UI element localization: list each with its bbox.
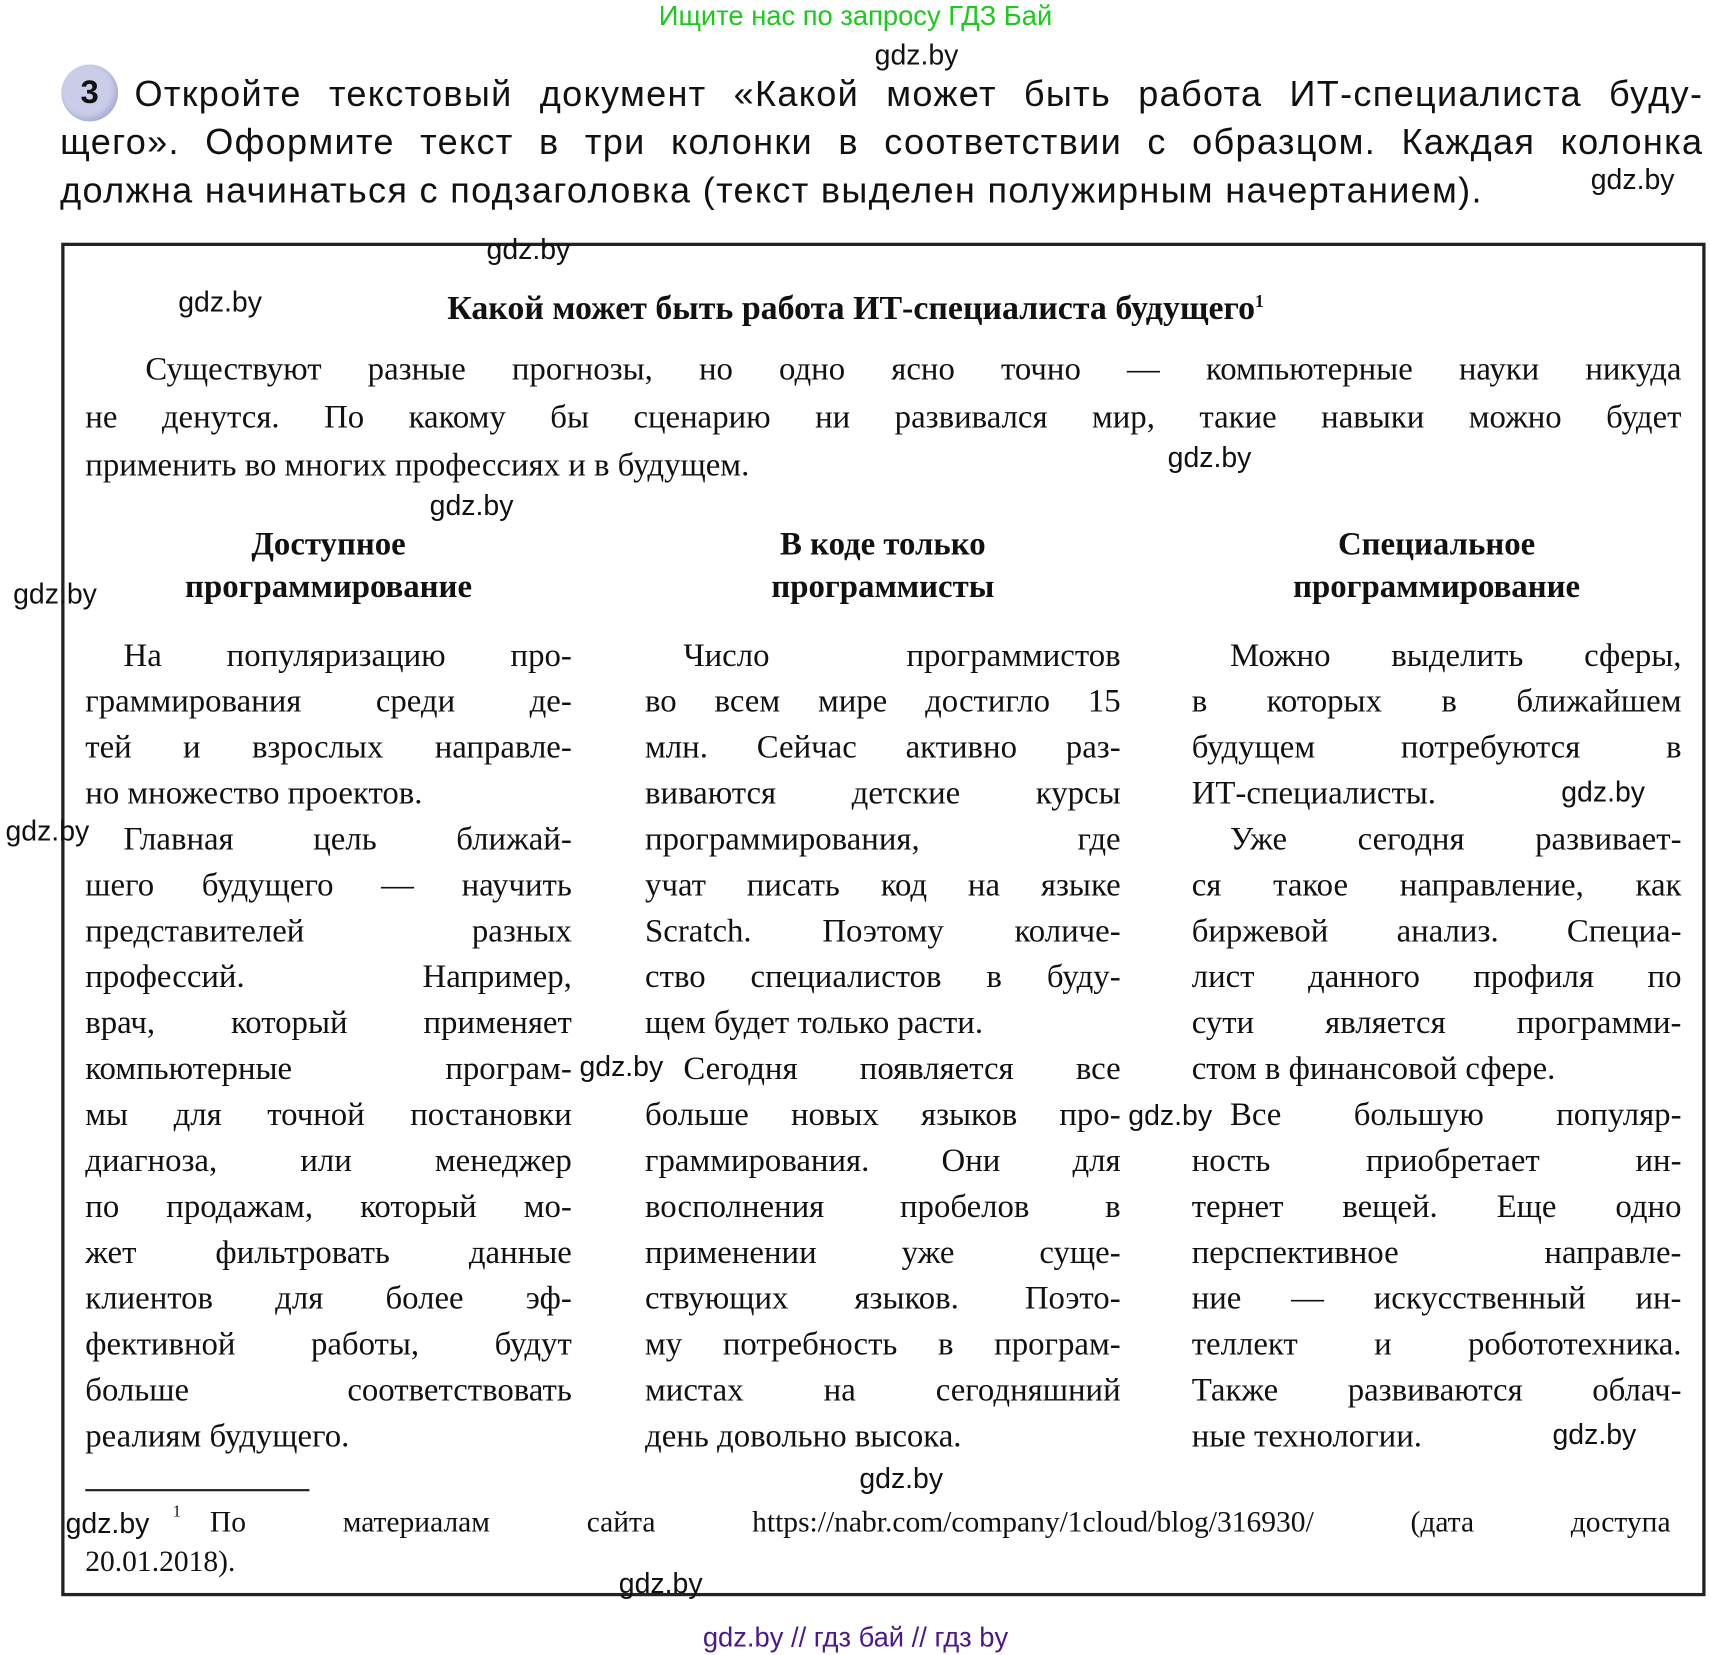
footnote-mark: 1 (172, 1503, 181, 1521)
text-line: больше соответствовать (85, 1372, 572, 1409)
text-line: профессий. Например, (85, 958, 572, 995)
intro-paragraph (85, 345, 1681, 489)
paragraph (85, 633, 572, 817)
watermark: gdz.by (1561, 775, 1645, 808)
document-title-text: Какой может быть работа ИТ-специалиста будущего (447, 288, 1256, 327)
text-line: млн. Сейчас активно раз- (645, 729, 1121, 766)
watermark: gdz.by (1552, 1418, 1637, 1451)
text-line: в которых в ближайшем (1191, 683, 1682, 720)
footnote-divider (85, 1489, 309, 1491)
column-3 (1192, 633, 1682, 1460)
text-line: жет фильтровать данные (85, 1234, 572, 1271)
text-line: во всем мире достигло 15 (645, 683, 1121, 720)
text-line: Можно выделить сферы, (1229, 637, 1682, 674)
column-heading (1192, 523, 1682, 608)
task-line: Откройте текстовый документ «Какой может быть работа ИТ-специалиста буду- (134, 73, 1704, 114)
column-heading-line: программисты (771, 568, 995, 605)
watermark: gdz.by (579, 1049, 664, 1083)
text-line: сути является программи- (1191, 1004, 1682, 1041)
text-line: ствующих языков. Поэто- (645, 1280, 1121, 1317)
text-line: виваются детские курсы (645, 775, 1121, 812)
text-line: Scratch. Поэтому количе- (645, 912, 1121, 949)
text-line: теллект и робототехника. (1191, 1326, 1682, 1363)
intro-line: не денутся. По какому бы сценарию ни развивался мир, такие навыки можно будет (85, 399, 1682, 436)
task-line: щего». Оформите текст в три колонки в соответствии с образцом. Каждая колонка (60, 121, 1704, 162)
paragraph (645, 1046, 1121, 1459)
text-line: диагноза, или менеджер (85, 1142, 572, 1179)
text-line: фективной работы, будут (85, 1326, 572, 1363)
text-line: представителей разных (85, 912, 572, 949)
watermark: gdz.by (1167, 440, 1252, 474)
text-line: день довольно высока. (645, 1418, 962, 1455)
text-line: биржевой анализ. Специа- (1191, 912, 1682, 949)
text-line: му потребность в програм- (645, 1326, 1121, 1363)
text-line: граммирования среди де- (85, 683, 572, 720)
intro-line: применить во многих профессиях и в будущем. (85, 447, 750, 484)
search-banner: Ищите нас по запросу ГДЗ Бай (658, 1, 1053, 32)
bottom-banner: gdz.by // гдз бай // гдз by (702, 1622, 1009, 1654)
watermark: gdz.by (429, 488, 514, 522)
text-line: ность приобретает ин- (1191, 1142, 1682, 1179)
text-line: ся такое направление, как (1191, 866, 1682, 904)
paragraph (645, 633, 1121, 1046)
column-heading-line: программирование (1293, 568, 1581, 605)
text-line: стом в финансовой сфере. (1191, 1050, 1556, 1087)
watermark: gdz.by (65, 1506, 150, 1540)
column-1 (85, 633, 572, 1460)
watermark: gdz.by (874, 38, 959, 72)
watermark: gdz.by (618, 1566, 703, 1600)
task-line: должна начинаться с подзаголовка (текст выделен полужирным начертанием). (60, 169, 1483, 210)
text-line: ние — искусственный ин- (1191, 1280, 1682, 1317)
text-line: шего будущего — научить (85, 866, 572, 904)
watermark: gdz.by (5, 814, 90, 848)
text-line: будущем потребуются в (1191, 729, 1682, 766)
watermark: gdz.by (178, 285, 262, 319)
text-line: ИТ-специалисты. (1191, 775, 1437, 812)
text-line: по продажам, который мо- (85, 1188, 572, 1225)
footnote-line (85, 1502, 1670, 1541)
column-heading-line: Специальное (1337, 525, 1536, 562)
text-line: На популяризацию про- (123, 637, 572, 674)
footnote-line: 20.01.2018). (85, 1544, 236, 1578)
text-line: лист данного профиля по (1191, 958, 1682, 995)
intro-line: Существуют разные прогнозы, но одно ясно точно — компьютерные науки никуда (145, 350, 1682, 388)
text-line: компьютерные програм- (85, 1050, 572, 1087)
text-line: реалиям будущего. (85, 1418, 350, 1455)
text-line: граммирования. Они для (645, 1142, 1121, 1179)
column-heading (85, 523, 572, 608)
watermark: gdz.by (13, 577, 97, 611)
paragraph (85, 817, 572, 1460)
column-heading-line: программирование (185, 568, 473, 605)
text-line: врач, который применяет (85, 1004, 572, 1041)
footnote-mark: 1 (1255, 292, 1264, 312)
text-line: Также развиваются облач- (1191, 1372, 1682, 1409)
text-line: Уже сегодня развивает- (1229, 821, 1682, 858)
text-line: тей и взрослых направле- (85, 729, 572, 766)
paragraph (1192, 817, 1682, 1093)
text-line: мы для точной постановки (85, 1096, 572, 1133)
task-number-badge: 3 (61, 65, 118, 122)
text-line: программирования, где (645, 821, 1121, 858)
text-line: щем будет только расти. (645, 1004, 984, 1041)
task-text (60, 70, 1703, 214)
text-line: ство специалистов в буду- (645, 958, 1121, 995)
watermark: gdz.by (486, 232, 571, 266)
column-heading (645, 523, 1121, 608)
text-line: клиентов для более эф- (85, 1280, 572, 1317)
text-line: применении уже суще- (645, 1234, 1121, 1271)
text-line: Сегодня появляется все (683, 1050, 1121, 1087)
text-line: ные технологии. (1191, 1418, 1422, 1455)
footnote-text: По материалам сайта https://nabr.com/company/1cloud/blog/316930/ (дата доступа (209, 1505, 1671, 1539)
footnote (85, 1502, 1670, 1581)
text-line: Число программистов (683, 637, 1121, 674)
text-line: учат писать код на языке (645, 866, 1121, 904)
text-line: Все большую популяр- (1229, 1096, 1682, 1133)
watermark: gdz.by (1590, 162, 1675, 196)
text-line: Главная цель ближай- (123, 821, 572, 858)
text-line: восполнения пробелов в (645, 1188, 1121, 1225)
column-2 (645, 633, 1121, 1460)
text-line: тернет вещей. Еще одно (1191, 1188, 1682, 1225)
watermark: gdz.by (1128, 1098, 1213, 1132)
text-line: но множество проектов. (85, 775, 423, 812)
column-heading-line: В коде только (780, 525, 986, 562)
text-line: перспективное направле- (1191, 1234, 1682, 1271)
watermark: gdz.by (859, 1461, 944, 1495)
text-line: больше новых языков про- (645, 1096, 1121, 1133)
paragraph (1192, 1092, 1682, 1459)
column-heading-line: Доступное (251, 525, 406, 562)
text-line: мистах на сегодняшний (645, 1372, 1121, 1409)
